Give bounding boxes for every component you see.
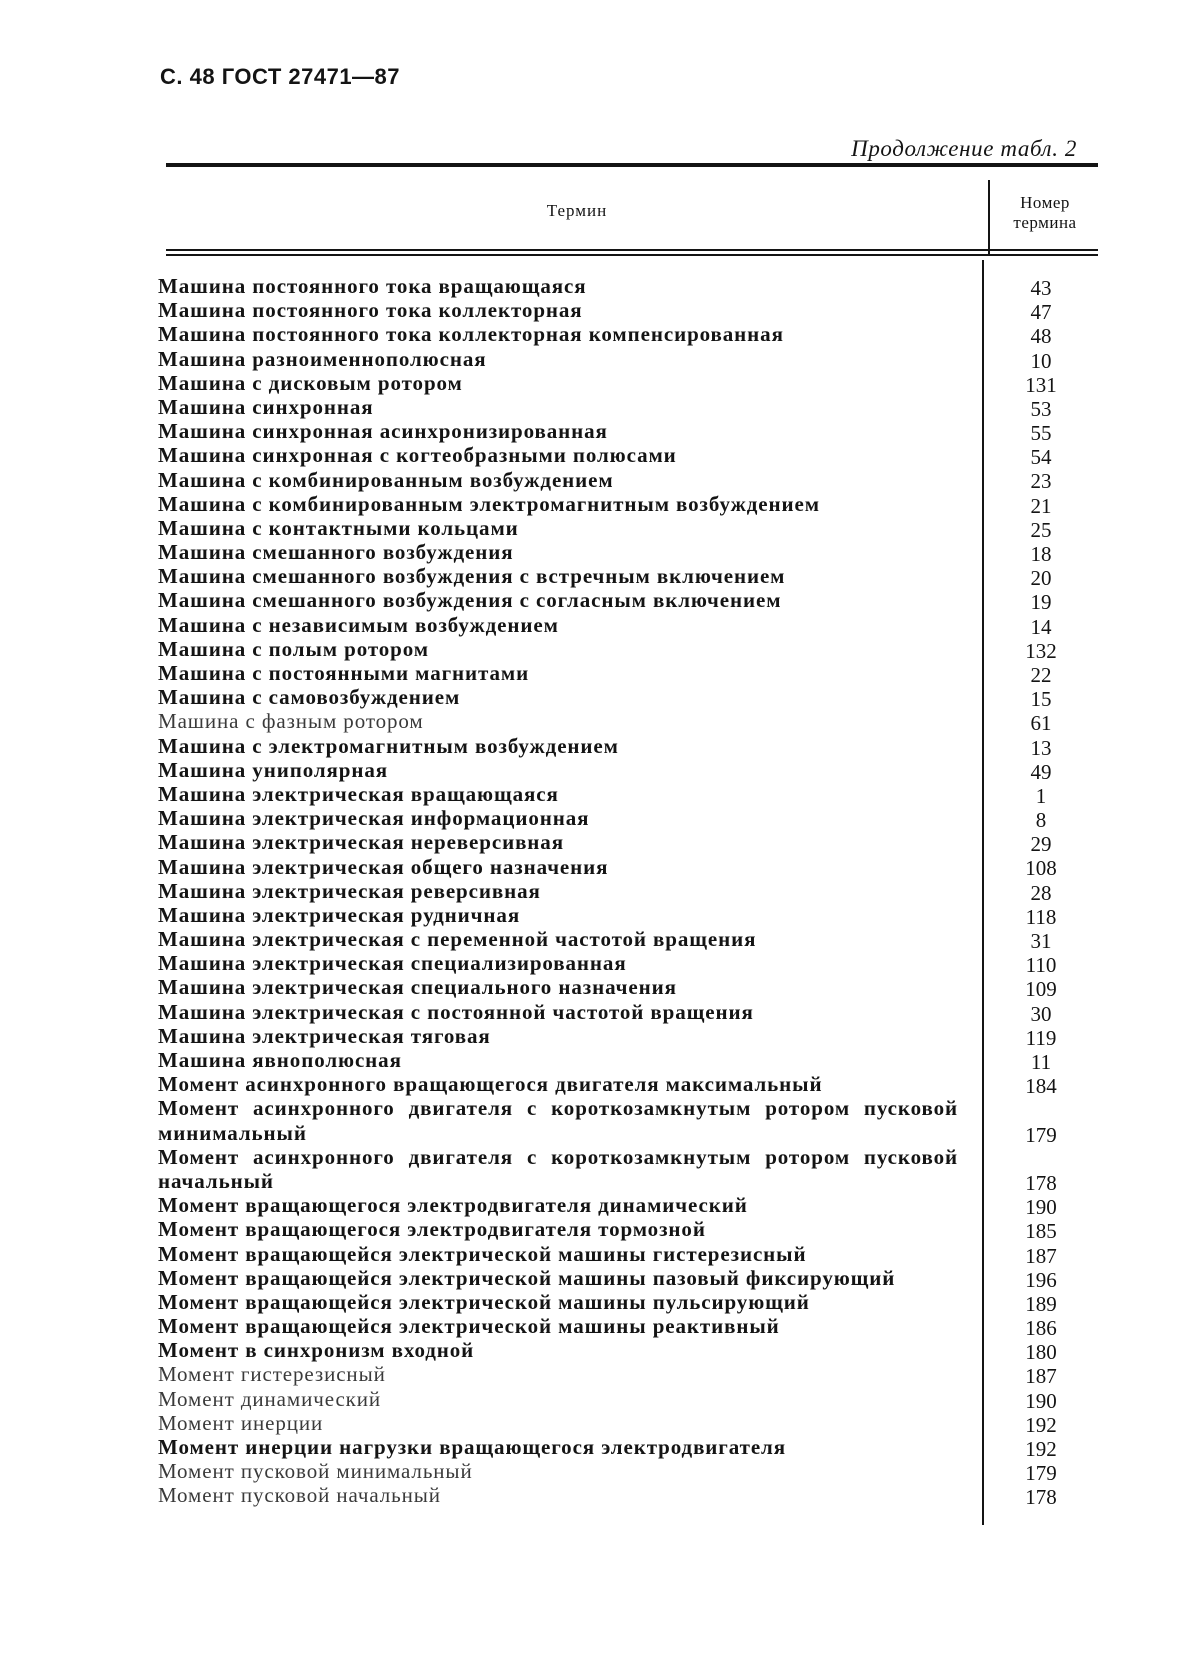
- term-text: Машина смешанного возбуждения: [158, 540, 514, 565]
- term-text: Машина электрическая рудничная: [158, 902, 521, 927]
- table-row: [148, 1072, 1098, 1099]
- term-number: 10: [1030, 348, 1052, 373]
- table-row: [148, 806, 1098, 833]
- term-number: 132: [1025, 638, 1057, 663]
- table-row: [148, 927, 1098, 954]
- term-text: Машина с электромагнитным возбуждением: [158, 733, 619, 758]
- table-row: [148, 758, 1098, 782]
- table-row: [148, 613, 1098, 637]
- table-caption: Продолжение табл. 2: [851, 136, 1077, 161]
- term-text: Машина электрическая с переменной частотой вращения: [158, 927, 757, 952]
- term-number: 118: [1025, 904, 1057, 929]
- term-text: Момент вращающейся электрической машины пазовый фиксирующий: [158, 1265, 896, 1290]
- term-number: 184: [1025, 1074, 1057, 1099]
- table-row: [148, 274, 1098, 298]
- term-table-body: [148, 274, 1098, 1508]
- column-header-number: Номер термина: [1013, 193, 1077, 232]
- term-number: 185: [1025, 1219, 1057, 1244]
- term-text: Машина с полым ротором: [158, 636, 429, 661]
- term-text: Момент асинхронного двигателя с короткозамкнутым ротором пусковой начальный: [158, 1144, 958, 1193]
- table-row: [148, 1411, 1098, 1435]
- term-number: 192: [1025, 1437, 1057, 1462]
- header-rule: [166, 249, 1098, 251]
- table-row: [148, 443, 1098, 470]
- term-text: Машина с независимым возбуждением: [158, 612, 559, 637]
- term-number: 15: [1030, 687, 1052, 712]
- term-number: 31: [1030, 929, 1052, 954]
- term-text: Машина с фазным ротором: [158, 709, 424, 734]
- term-text: Машина электрическая специализированная: [158, 951, 627, 976]
- term-number: 189: [1025, 1291, 1057, 1316]
- term-number: 53: [1030, 396, 1052, 421]
- table-row: [148, 298, 1098, 325]
- page-header: С. 48 ГОСТ 27471—87: [160, 64, 401, 89]
- term-number: 119: [1025, 1025, 1057, 1050]
- term-number: 110: [1025, 953, 1057, 978]
- term-text: Машина смешанного возбуждения с согласным включением: [158, 588, 782, 613]
- table-row: [148, 1290, 1098, 1314]
- table-row: [148, 564, 1098, 591]
- term-number: 49: [1030, 759, 1052, 784]
- table-row: [148, 879, 1098, 903]
- term-number: 190: [1025, 1195, 1057, 1220]
- table-row: [148, 1000, 1098, 1024]
- table-row: [148, 1145, 1098, 1193]
- term-text: Машина с дисковым ротором: [158, 370, 463, 395]
- term-number: 179: [1025, 1461, 1057, 1486]
- term-text: Машина электрическая тяговая: [158, 1023, 491, 1048]
- table-row: [148, 855, 1098, 879]
- term-text: Машина постоянного тока коллекторная компенсированная: [158, 322, 784, 347]
- term-text: Машина постоянного тока коллекторная: [158, 298, 583, 323]
- table-top-rule: [166, 163, 1098, 167]
- term-text: Момент вращающейся электрической машины реактивный: [158, 1314, 780, 1339]
- term-text: Момент инерции нагрузки вращающегося электродвигателя: [158, 1435, 786, 1460]
- table-row: [148, 322, 1098, 349]
- term-text: Машина постоянного тока вращающаяся: [158, 274, 587, 298]
- table-row: [148, 1048, 1098, 1072]
- term-text: Машина с комбинированным электромагнитным возбуждением: [158, 491, 820, 516]
- table-row: [148, 1314, 1098, 1341]
- table-row: [148, 1096, 1098, 1147]
- term-number: 21: [1030, 493, 1052, 518]
- table-row: [148, 975, 1098, 1002]
- table-row: [148, 637, 1098, 661]
- term-text: Машина разноименнополюсная: [158, 346, 487, 371]
- table-row: [148, 782, 1098, 806]
- term-text: Машина явнополюсная: [158, 1048, 402, 1072]
- table-row: [148, 1338, 1098, 1365]
- term-number: 109: [1025, 977, 1057, 1002]
- table-row: [148, 1242, 1098, 1266]
- term-text: Момент гистерезисный: [158, 1362, 386, 1387]
- term-text: Машина с самовозбуждением: [158, 685, 461, 710]
- term-text: Машина электрическая общего назначения: [158, 854, 609, 879]
- column-divider-header: [988, 180, 990, 254]
- term-number: 19: [1030, 590, 1052, 615]
- term-number: 25: [1030, 517, 1052, 542]
- term-number: 190: [1025, 1388, 1057, 1413]
- term-number: 14: [1030, 614, 1052, 639]
- term-text: Машина синхронная асинхронизированная: [158, 419, 608, 444]
- table-row: [148, 1266, 1098, 1290]
- term-number: 48: [1030, 324, 1052, 349]
- term-number: 1: [1035, 783, 1047, 808]
- term-text: Момент вращающегося электродвигателя динамический: [158, 1193, 748, 1218]
- term-text: Момент динамический: [158, 1386, 382, 1411]
- term-text: Момент пусковой минимальный: [158, 1459, 473, 1484]
- term-text: Машина электрическая вращающаяся: [158, 781, 559, 806]
- table-row: [148, 395, 1098, 419]
- term-text: Момент в синхронизм входной: [158, 1338, 475, 1363]
- term-number: 13: [1030, 735, 1052, 760]
- term-text: Машина с постоянными магнитами: [158, 661, 530, 685]
- term-number: 8: [1035, 808, 1047, 833]
- term-text: Машина синхронная: [158, 394, 374, 419]
- table-row: [148, 371, 1098, 395]
- term-text: Машина с комбинированным возбуждением: [158, 467, 614, 492]
- table-row: [148, 419, 1098, 446]
- term-number: 178: [1025, 1485, 1057, 1510]
- table-row: [148, 1193, 1098, 1220]
- term-text: Машина смешанного возбуждения с встречным включением: [158, 564, 786, 589]
- term-text: Машина электрическая реверсивная: [158, 878, 541, 903]
- term-number: 131: [1025, 372, 1057, 397]
- term-text: Машина униполярная: [158, 757, 389, 782]
- term-text: Машина электрическая специального назначения: [158, 975, 677, 1000]
- term-number: 22: [1030, 662, 1052, 687]
- table-row: [148, 830, 1098, 857]
- term-text: Момент асинхронного двигателя с короткозамкнутым ротором пусковой минимальный: [158, 1096, 958, 1145]
- term-text: Машина электрическая с постоянной частотой вращения: [158, 999, 754, 1024]
- term-number: 61: [1030, 711, 1052, 736]
- term-text: Момент вращающейся электрической машины гистерезисный: [158, 1241, 807, 1266]
- term-text: Момент инерции: [158, 1410, 324, 1435]
- term-number: 23: [1030, 469, 1052, 494]
- term-number: 47: [1030, 300, 1052, 325]
- term-number: 186: [1025, 1316, 1057, 1341]
- table-row: [148, 1362, 1098, 1389]
- term-number: 20: [1030, 566, 1052, 591]
- table-row: [148, 734, 1098, 758]
- table-row: [148, 1217, 1098, 1244]
- term-number: 108: [1025, 856, 1057, 881]
- table-row: [148, 347, 1098, 371]
- term-text: Момент пусковой начальный: [158, 1483, 441, 1508]
- term-number: 196: [1025, 1267, 1057, 1292]
- header-rule-double: [166, 254, 1098, 256]
- term-number: 30: [1030, 1001, 1052, 1026]
- term-number: 179: [1025, 1122, 1057, 1147]
- table-row: [148, 1024, 1098, 1048]
- table-row: [148, 951, 1098, 978]
- term-number: 28: [1030, 880, 1052, 905]
- table-row: [148, 1459, 1098, 1486]
- term-text: Машина электрическая информационная: [158, 806, 590, 831]
- table-row: [148, 540, 1098, 567]
- term-number: 187: [1025, 1243, 1057, 1268]
- term-number: 178: [1025, 1170, 1057, 1195]
- term-number: 18: [1030, 542, 1052, 567]
- term-number: 54: [1030, 445, 1052, 470]
- table-row: [148, 709, 1098, 736]
- table-row: [148, 661, 1098, 685]
- term-text: Момент вращающейся электрической машины пульсирующий: [158, 1289, 810, 1314]
- term-number: 187: [1025, 1364, 1057, 1389]
- table-row: [148, 1435, 1098, 1462]
- term-text: Машина с контактными кольцами: [158, 515, 519, 540]
- table-row: [148, 516, 1098, 540]
- term-number: 43: [1030, 275, 1052, 300]
- table-row: [148, 492, 1098, 516]
- table-row: [148, 468, 1098, 492]
- term-number: 11: [1030, 1049, 1052, 1074]
- table-row: [148, 685, 1098, 712]
- term-number: 192: [1025, 1412, 1057, 1437]
- term-number: 55: [1030, 421, 1052, 446]
- table-row: [148, 903, 1098, 927]
- term-text: Момент асинхронного вращающегося двигателя максимальный: [158, 1072, 823, 1097]
- table-row: [148, 588, 1098, 615]
- table-row: [148, 1483, 1098, 1510]
- table-row: [148, 1387, 1098, 1411]
- term-number: 29: [1030, 832, 1052, 857]
- term-text: Момент вращающегося электродвигателя тормозной: [158, 1217, 706, 1242]
- column-header-term: Термин: [546, 201, 608, 220]
- term-number: 180: [1025, 1340, 1057, 1365]
- term-text: Машина электрическая нереверсивная: [158, 830, 564, 855]
- term-text: Машина синхронная с когтеобразными полюсами: [158, 443, 677, 468]
